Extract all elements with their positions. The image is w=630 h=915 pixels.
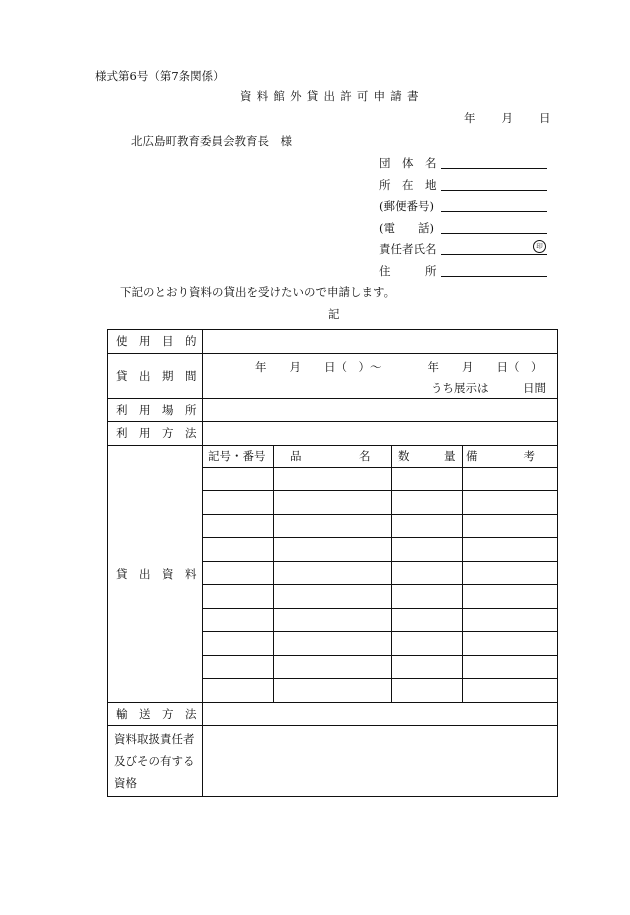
qty-cell[interactable]: [392, 608, 463, 632]
shipping-input[interactable]: [203, 702, 558, 726]
responsible-line[interactable]: [441, 254, 547, 255]
note-cell[interactable]: [463, 491, 558, 515]
method-row: [108, 422, 558, 446]
method-label: 利 用 方 法: [108, 422, 203, 446]
code-cell[interactable]: [203, 608, 274, 632]
item-cell[interactable]: [274, 585, 392, 609]
group-name-line[interactable]: [441, 168, 547, 169]
code-cell[interactable]: [203, 467, 274, 491]
code-cell[interactable]: [203, 655, 274, 679]
seal-icon: 印: [533, 240, 546, 253]
period-row: [108, 353, 558, 398]
phone-line[interactable]: [441, 233, 547, 234]
handler-input[interactable]: [203, 726, 558, 797]
responsible-label: 責任者氏名: [379, 242, 437, 256]
code-cell[interactable]: [203, 561, 274, 585]
application-table: [107, 329, 558, 797]
note-cell[interactable]: [463, 561, 558, 585]
handler-label: [108, 726, 203, 797]
addressee: 北広島町教育委員会教育長 様: [131, 134, 292, 148]
date-year-label: 年: [464, 111, 476, 125]
qty-cell[interactable]: [392, 491, 463, 515]
place-input[interactable]: [203, 398, 558, 422]
handler-label-line: 資格: [114, 776, 137, 790]
purpose-input[interactable]: [203, 330, 558, 354]
col-note-header: 備 考: [463, 445, 558, 467]
qty-cell[interactable]: [392, 679, 463, 703]
address-line[interactable]: [441, 276, 547, 277]
location-label: 所 在 地: [379, 178, 437, 192]
item-cell[interactable]: [274, 538, 392, 562]
location-line[interactable]: [441, 190, 547, 191]
item-cell[interactable]: [274, 608, 392, 632]
shipping-row: [108, 702, 558, 726]
date-month-label: 月: [501, 111, 513, 125]
note-cell[interactable]: [463, 632, 558, 656]
period-label: 貸 出 期 間: [108, 353, 203, 398]
qty-cell[interactable]: [392, 561, 463, 585]
qty-cell[interactable]: [392, 655, 463, 679]
note-cell[interactable]: [463, 655, 558, 679]
code-cell[interactable]: [203, 585, 274, 609]
document-title: 資料館外貸出許可申請書: [240, 89, 424, 103]
ki-label: 記: [328, 307, 340, 321]
col-qty-header: 数 量: [392, 445, 463, 467]
qty-cell[interactable]: [392, 538, 463, 562]
note-cell[interactable]: [463, 608, 558, 632]
form-number: 様式第6号（第7条関係）: [95, 69, 225, 83]
qty-cell[interactable]: [392, 514, 463, 538]
item-cell[interactable]: [274, 491, 392, 515]
note-cell[interactable]: [463, 467, 558, 491]
col-code-header: 記号・番号: [203, 445, 274, 467]
date-line: [464, 110, 551, 126]
item-cell[interactable]: [274, 561, 392, 585]
address-label: 住 所: [379, 264, 437, 278]
item-cell[interactable]: [274, 514, 392, 538]
materials-label: 貸 出 資 料: [108, 445, 203, 702]
code-cell[interactable]: [203, 514, 274, 538]
postal-line[interactable]: [441, 211, 547, 212]
purpose-label: 使 用 目 的: [108, 330, 203, 354]
note-cell[interactable]: [463, 585, 558, 609]
postal-label: (郵便番号): [379, 199, 434, 213]
place-label: 利 用 場 所: [108, 398, 203, 422]
period-dates: 年 月 日（ ）～ 年 月 日（ ）: [255, 359, 543, 374]
place-row: [108, 398, 558, 422]
group-name-label: 団 体 名: [379, 156, 437, 170]
request-text: 下記のとおり資料の貸出を受けたいので申請します。: [120, 285, 396, 299]
col-item-header: 品 名: [274, 445, 392, 467]
code-cell[interactable]: [203, 491, 274, 515]
handler-label-line: 及びその有する: [114, 754, 195, 768]
note-cell[interactable]: [463, 514, 558, 538]
code-cell[interactable]: [203, 632, 274, 656]
code-cell[interactable]: [203, 679, 274, 703]
item-cell[interactable]: [274, 679, 392, 703]
shipping-label: 輸 送 方 法: [108, 702, 203, 726]
materials-header-row: [108, 445, 558, 467]
phone-label: (電 話): [379, 221, 434, 235]
handler-label-line: 資料取扱責任者: [114, 732, 195, 746]
note-cell[interactable]: [463, 538, 558, 562]
method-input[interactable]: [203, 422, 558, 446]
item-cell[interactable]: [274, 655, 392, 679]
item-cell[interactable]: [274, 467, 392, 491]
purpose-row: [108, 330, 558, 354]
note-cell[interactable]: [463, 679, 558, 703]
handler-row: [108, 726, 558, 797]
period-input[interactable]: [203, 353, 558, 398]
date-day-label: 日: [539, 111, 551, 125]
code-cell[interactable]: [203, 538, 274, 562]
period-exhibit: うち展示は 日間: [431, 380, 546, 395]
qty-cell[interactable]: [392, 585, 463, 609]
item-cell[interactable]: [274, 632, 392, 656]
qty-cell[interactable]: [392, 632, 463, 656]
qty-cell[interactable]: [392, 467, 463, 491]
